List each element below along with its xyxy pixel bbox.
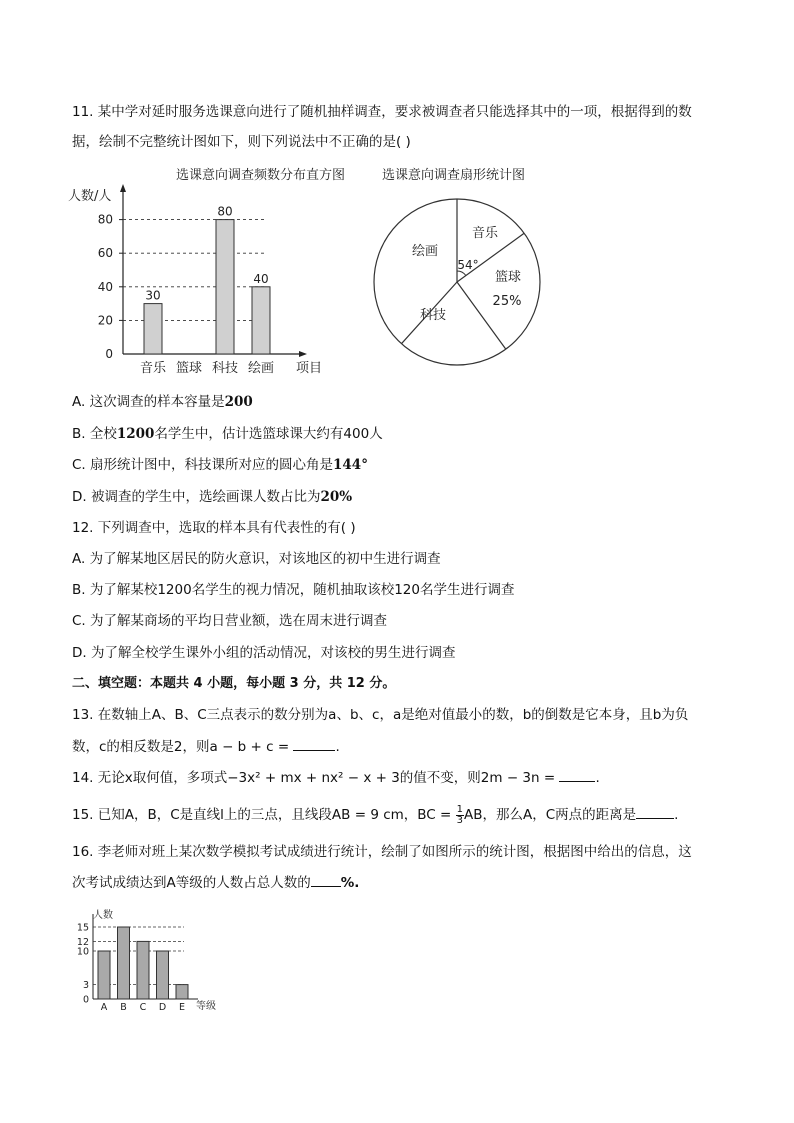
fraction-numerator: 1 <box>456 803 463 815</box>
q11-option-b <box>72 424 383 444</box>
grade-bar <box>137 941 149 999</box>
grade-bar <box>176 985 188 999</box>
q14-answer-blank[interactable] <box>559 767 595 782</box>
histogram-xlabel: 项目 <box>296 361 323 376</box>
grade-category-label: C <box>139 1002 147 1013</box>
fraction-denominator: 3 <box>456 814 463 826</box>
option-a-value: 200 <box>224 394 253 410</box>
option-d-label: D. 被调查的学生中，选绘画课人数占比为 <box>72 489 321 505</box>
grade-tick-label: 0 <box>82 994 89 1006</box>
q16-answer-blank[interactable] <box>311 872 341 887</box>
option-b-label: B. 全校 <box>72 426 117 442</box>
option-c-value: 144° <box>333 457 368 473</box>
q13-line1: 13. 在数轴上A、B、C三点表示的数分别为a、b、c，a是绝对值最小的数，b的倒数是它本身，且b为负 <box>72 707 689 723</box>
y-axis-arrow <box>120 184 126 192</box>
q15: 15. 已知A，B，C是直线l上的三点，且线段AB = 9 cm，BC = $\frac{1}{3}$ AB，那么A，C两点的距离是 . <box>72 803 679 826</box>
pie-slice-label: 绘画 <box>411 244 439 259</box>
option-a-label: A. 这次调查的样本容量是 <box>72 394 225 410</box>
q12-option-b: B. 为了解某校1200名学生的视力情况，随机抽取该校120名学生进行调查 <box>72 582 515 598</box>
histogram-ylabel: 人数/人 <box>68 189 112 204</box>
histogram-category-label: 科技 <box>211 361 239 376</box>
grade-chart-ylabel: 人数 <box>93 910 113 921</box>
section-2-heading: 二、填空题：本题共 4 小题，每小题 3 分，共 12 分。 <box>72 676 396 691</box>
pie-slice-label: 音乐 <box>471 226 499 241</box>
q11-option-d <box>72 487 352 507</box>
option-d-value: 20% <box>320 489 353 505</box>
option-c-label: C. 扇形统计图中，科技课所对应的圆心角是 <box>72 457 334 473</box>
grade-category-label: B <box>120 1002 127 1013</box>
grade-tick-label: 15 <box>76 922 89 934</box>
grade-bar <box>157 951 169 999</box>
grade-category-label: E <box>178 1002 186 1013</box>
q12-option-d: D. 为了解全校学生课外小组的活动情况，对该校的男生进行调查 <box>72 645 456 661</box>
histogram-tick-label: 40 <box>97 279 113 294</box>
grade-tick-label: 12 <box>76 936 89 948</box>
pie-slice-label: 篮球 <box>494 270 522 285</box>
histogram-tick-label: 80 <box>97 212 113 227</box>
grade-tick-label: 10 <box>76 946 89 958</box>
q14: 14. 无论x取何值，多项式−3x² + mx + nx² − x + 3的值不变，则2m − 3n = . <box>72 767 600 788</box>
q11-stem-line2: 据，绘制不完整统计图如下，则下列说法中不正确的是( ) <box>72 134 411 150</box>
grade-bar <box>118 927 130 999</box>
histogram-data-label: 40 <box>253 271 269 286</box>
q16-suffix: %. <box>340 875 360 891</box>
grade-category-label: A <box>100 1002 108 1013</box>
q15-fraction <box>456 805 464 826</box>
q16-line1: 16. 李老师对班上某次数学模拟考试成绩进行统计，绘制了如图所示的统计图，根据图中给出的信息，这 <box>72 844 692 860</box>
histogram-bar <box>216 220 234 354</box>
q16-line2 <box>72 872 359 893</box>
pie-title: 选课意向调查扇形统计图 <box>382 168 526 183</box>
q13-line2-text: 数，c的相反数是2，则a − b + c = <box>72 739 294 755</box>
histogram-category-label: 篮球 <box>175 361 203 376</box>
histogram-bar <box>144 304 162 354</box>
grade-chart-xlabel: 等级 <box>196 1001 216 1012</box>
option-b-value: 1200 <box>116 426 155 442</box>
q13-line2: 数，c的相反数是2，则a − b + c = . <box>72 736 340 757</box>
q14-text: 14. 无论x取何值，多项式−3x² + mx + nx² − x + 3的值不变，则2m − 3n = <box>72 770 560 786</box>
histogram-tick-label: 60 <box>97 246 113 261</box>
histogram-tick-label: 0 <box>105 347 113 361</box>
x-axis-arrow <box>299 351 307 357</box>
histogram-tick-label: 20 <box>97 313 113 328</box>
pie-slice-label: 54° <box>457 258 479 272</box>
q12-stem: 12. 下列调查中，选取的样本具有代表性的有( ) <box>72 520 356 536</box>
option-b-tail: 名学生中，估计选篮球课大约有400人 <box>154 426 383 442</box>
histogram-data-label: 80 <box>217 204 233 219</box>
pie-slice-label: 25% <box>492 294 522 309</box>
q15-answer-blank[interactable] <box>636 804 674 819</box>
q12-option-c: C. 为了解某商场的平均日营业额，选在周末进行调查 <box>72 613 388 629</box>
histogram-category-label: 绘画 <box>247 361 275 376</box>
grade-category-label: D <box>158 1002 167 1013</box>
grade-tick-label: 3 <box>82 980 89 992</box>
q12-option-a: A. 为了解某地区居民的防火意识，对该地区的初中生进行调查 <box>72 551 441 567</box>
pie-slice-label: 科技 <box>419 308 447 323</box>
grade-bar <box>98 951 110 999</box>
histogram-category-label: 音乐 <box>139 361 167 376</box>
q11-stem-line1: 11. 某中学对延时服务选课意向进行了随机抽样调查，要求被调查者只能选择其中的一项，根据得到的数 <box>72 104 692 120</box>
q11-option-c <box>72 455 368 475</box>
q15-text-b: AB，那么A，C两点的距离是 <box>464 807 637 823</box>
histogram-data-label: 30 <box>145 288 161 303</box>
q13-answer-blank[interactable] <box>293 736 335 751</box>
q16-line2-text: 次考试成绩达到A等级的人数占总人数的 <box>72 875 311 891</box>
histogram-title: 选课意向调查频数分布直方图 <box>176 168 346 183</box>
histogram-bar <box>252 287 270 354</box>
q15-text-a: 15. 已知A，B，C是直线l上的三点，且线段AB = 9 cm，BC = <box>72 807 456 823</box>
q11-option-a <box>72 392 253 412</box>
grade-chart <box>74 906 244 1014</box>
q11-figure <box>66 160 586 385</box>
